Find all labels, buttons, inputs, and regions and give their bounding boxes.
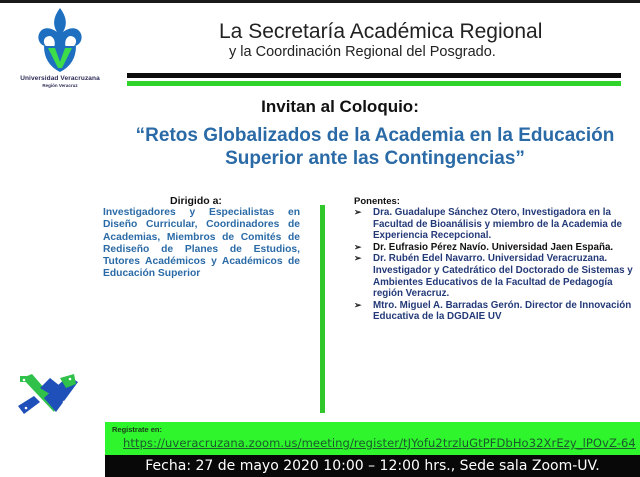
invite-heading-text: Invitan al Coloquio: bbox=[261, 97, 419, 116]
registration-label: Registrate en: bbox=[112, 425, 163, 434]
top-border bbox=[0, 0, 640, 3]
arrowhead-bullet-icon: ➢ bbox=[354, 207, 362, 217]
event-date-bar: Fecha: 27 de mayo 2020 10:00 – 12:00 hrs., Sede sala Zoom-UV. bbox=[105, 455, 640, 477]
speaker-text: Dr. Rubén Edel Navarro. Universidad Veracruzana. Investigador y Catedrático del Doctorado de Sistemas y Ambientes Educativos de la Facultad de Pedagogía región Veracruz. bbox=[373, 253, 633, 300]
colloquium-title-line1: “Retos Globalizados de la Academia en la Educación bbox=[135, 125, 615, 146]
university-name: Universidad Veracruzana bbox=[20, 75, 100, 82]
university-caption bbox=[6, 75, 114, 88]
speaker-text: Mtro. Miguel A. Barradas Gerón. Director de Innovación Educativa de la DGDAIE UV bbox=[373, 299, 632, 323]
speaker-item bbox=[354, 300, 640, 323]
audience-heading: Dirigido a: bbox=[170, 195, 222, 207]
speakers-list bbox=[354, 207, 640, 323]
arrowhead-bullet-icon: ➢ bbox=[354, 299, 362, 310]
registration-box bbox=[105, 422, 640, 455]
speakers-heading: Ponentes: bbox=[354, 196, 400, 207]
header-divider-black bbox=[127, 73, 621, 78]
speaker-item bbox=[354, 242, 640, 254]
speaker-item bbox=[354, 207, 640, 242]
colloquium-title-line2: Superior ante las Contingencias” bbox=[225, 148, 525, 169]
speaker-item bbox=[354, 253, 640, 299]
header-divider-green bbox=[127, 81, 621, 86]
invite-heading bbox=[0, 97, 640, 117]
audience-text: Investigadores y Especialistas en Diseño Curricular, Coordinadores de Academias, Miembros de Comités de Rediseño de Planes de Estudios, Tutores Académicos y Académicos de Educación Superior bbox=[103, 207, 300, 280]
arrowhead-bullet-icon: ➢ bbox=[354, 253, 362, 264]
innovation-logo-icon bbox=[14, 372, 84, 416]
colloquium-title bbox=[110, 124, 640, 170]
universidad-veracruzana-logo-icon bbox=[30, 6, 90, 76]
university-region: Región Veracruz bbox=[42, 83, 78, 88]
speaker-text: Dra. Guadalupe Sánchez Otero, Investigadora en la Facultad de Bioanálisis y miembro de la Academia de Experiencia Recepcional. bbox=[373, 207, 622, 242]
column-divider bbox=[320, 205, 325, 413]
arrowhead-bullet-icon: ➢ bbox=[354, 241, 362, 252]
registration-link[interactable]: https://uveracruzana.zoom.us/meeting/register/tJYofu2trzluGtPFDbHo32XrEzy_lPOvZ-64 bbox=[123, 436, 636, 450]
header-subtitle: y la Coordinación Regional del Posgrado. bbox=[229, 44, 496, 60]
speaker-text: Dr. Eufrasio Pérez Navío. Universidad Jaen España. bbox=[373, 241, 614, 253]
header-title: La Secretaría Académica Regional bbox=[219, 20, 543, 43]
